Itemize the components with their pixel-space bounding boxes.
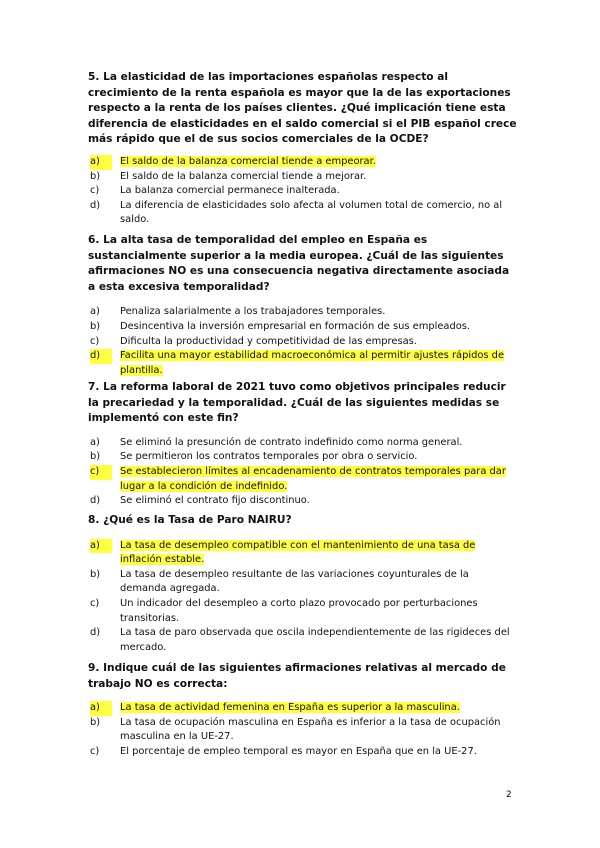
option-5c — [88, 184, 518, 199]
option-text-highlighted: La tasa de actividad femenina en España es superior a la masculina. — [120, 702, 460, 714]
option-text: El porcentaje de empleo temporal es mayor en España que en la UE-27. — [120, 745, 477, 757]
option-9b — [88, 716, 518, 745]
option-6d — [88, 349, 518, 378]
option-text: La diferencia de elasticidades solo afecta al volumen total de comercio, no al saldo. — [120, 199, 503, 226]
option-9c — [88, 745, 518, 760]
question-5-title: 5. La elasticidad de las importaciones españolas respecto al crecimiento de la renta española es mayor que la de las exportaciones respecto a la renta de los países clientes. ¿Qué implicación tiene esta diferencia de elasticidades en el saldo comercial si el PIB español crece más rápido que el de sus socios comerciales de la OCDE? — [88, 71, 517, 146]
question-6-title: 6. La alta tasa de temporalidad del empleo en España es sustancialmente superior a la media europea. ¿Cuál de las siguientes afirmaciones NO es una consecuencia negativa directamente asociada a esta excesiva temporalidad? — [88, 234, 510, 293]
option-7b — [88, 450, 518, 465]
option-letter: a) — [90, 436, 100, 448]
option-text: Un indicador del desempleo a corto plazo provocado por perturbaciones transitorias. — [120, 597, 478, 624]
option-6b — [88, 320, 518, 335]
question-7 — [88, 380, 518, 509]
question-7-title: 7. La reforma laboral de 2021 tuvo como objetivos principales reducir la precariedad y la temporalidad. ¿Cuál de las siguientes medidas se implementó con este fin? — [88, 381, 506, 425]
option-text-highlighted: Se establecieron límites al encadenamiento de contratos temporales para dar lugar a la condición de indefinido. — [120, 465, 506, 492]
option-letter: a) — [90, 701, 112, 716]
question-7-options — [88, 436, 518, 509]
question-5 — [88, 70, 518, 228]
option-5b — [88, 170, 518, 185]
option-letter: d) — [90, 349, 112, 364]
option-text: Dificulta la productividad y competitividad de las empresas. — [120, 335, 417, 347]
option-letter: d) — [90, 495, 101, 507]
option-letter: c) — [90, 465, 112, 480]
option-letter: c) — [90, 597, 100, 609]
option-letter: c) — [90, 745, 100, 757]
question-6 — [88, 233, 518, 378]
option-text-highlighted: La tasa de desempleo compatible con el mantenimiento de una tasa de inflación estable. — [120, 539, 476, 566]
option-9a — [88, 701, 518, 716]
question-8-title: 8. ¿Qué es la Tasa de Paro NAIRU? — [88, 514, 292, 526]
option-letter: b) — [90, 716, 101, 728]
page-number: 2 — [506, 790, 512, 800]
option-5d — [88, 199, 518, 228]
option-6c — [88, 335, 518, 350]
question-9 — [88, 661, 518, 760]
option-text: La balanza comercial permanece inalterada. — [120, 185, 340, 197]
option-text: Penaliza salarialmente a los trabajadores temporales. — [120, 306, 386, 318]
question-6-options — [88, 305, 518, 378]
option-text: La tasa de desempleo resultante de las variaciones coyunturales de la demanda agregada. — [120, 568, 469, 595]
option-letter: b) — [90, 170, 101, 182]
option-text: Se permitieron los contratos temporales por obra o servicio. — [120, 451, 418, 463]
option-8b — [88, 568, 518, 597]
option-letter: b) — [90, 451, 101, 463]
option-letter: c) — [90, 335, 100, 347]
question-5-options — [88, 155, 518, 228]
option-8d — [88, 626, 518, 655]
option-letter: b) — [90, 568, 101, 580]
option-letter: b) — [90, 320, 101, 332]
question-8-options — [88, 539, 518, 656]
option-6a — [88, 305, 518, 320]
option-text-highlighted: Facilita una mayor estabilidad macroeconómica al permitir ajustes rápidos de plantilla. — [120, 350, 505, 376]
option-letter: a) — [90, 539, 112, 554]
option-8c — [88, 597, 518, 626]
option-text: La tasa de ocupación masculina en España es inferior a la tasa de ocupación masculina en la UE-27. — [120, 716, 501, 743]
option-letter: d) — [90, 627, 101, 639]
question-8 — [88, 513, 518, 655]
option-text: La tasa de paro observada que oscila independientemente de las rigideces del mercado. — [120, 627, 510, 653]
option-letter: a) — [90, 306, 100, 318]
option-7d — [88, 494, 518, 509]
option-letter: a) — [90, 155, 112, 170]
question-9-title: 9. Indique cuál de las siguientes afirmaciones relativas al mercado de trabajo NO es correcta: — [88, 662, 506, 690]
option-letter: c) — [90, 185, 100, 197]
option-text: Se eliminó el contrato fijo discontinuo. — [120, 495, 310, 507]
option-letter: d) — [90, 199, 101, 211]
option-text: Desincentiva la inversión empresarial en formación de sus empleados. — [120, 320, 471, 332]
option-text: Se eliminó la presunción de contrato indefinido como norma general. — [120, 436, 463, 448]
option-text: El saldo de la balanza comercial tiende a mejorar. — [120, 170, 367, 182]
option-5a — [88, 155, 518, 170]
question-9-options — [88, 701, 518, 759]
option-7a — [88, 436, 518, 451]
option-7c — [88, 465, 518, 494]
option-8a — [88, 539, 518, 568]
option-text-highlighted: El saldo de la balanza comercial tiende a empeorar. — [120, 155, 376, 167]
